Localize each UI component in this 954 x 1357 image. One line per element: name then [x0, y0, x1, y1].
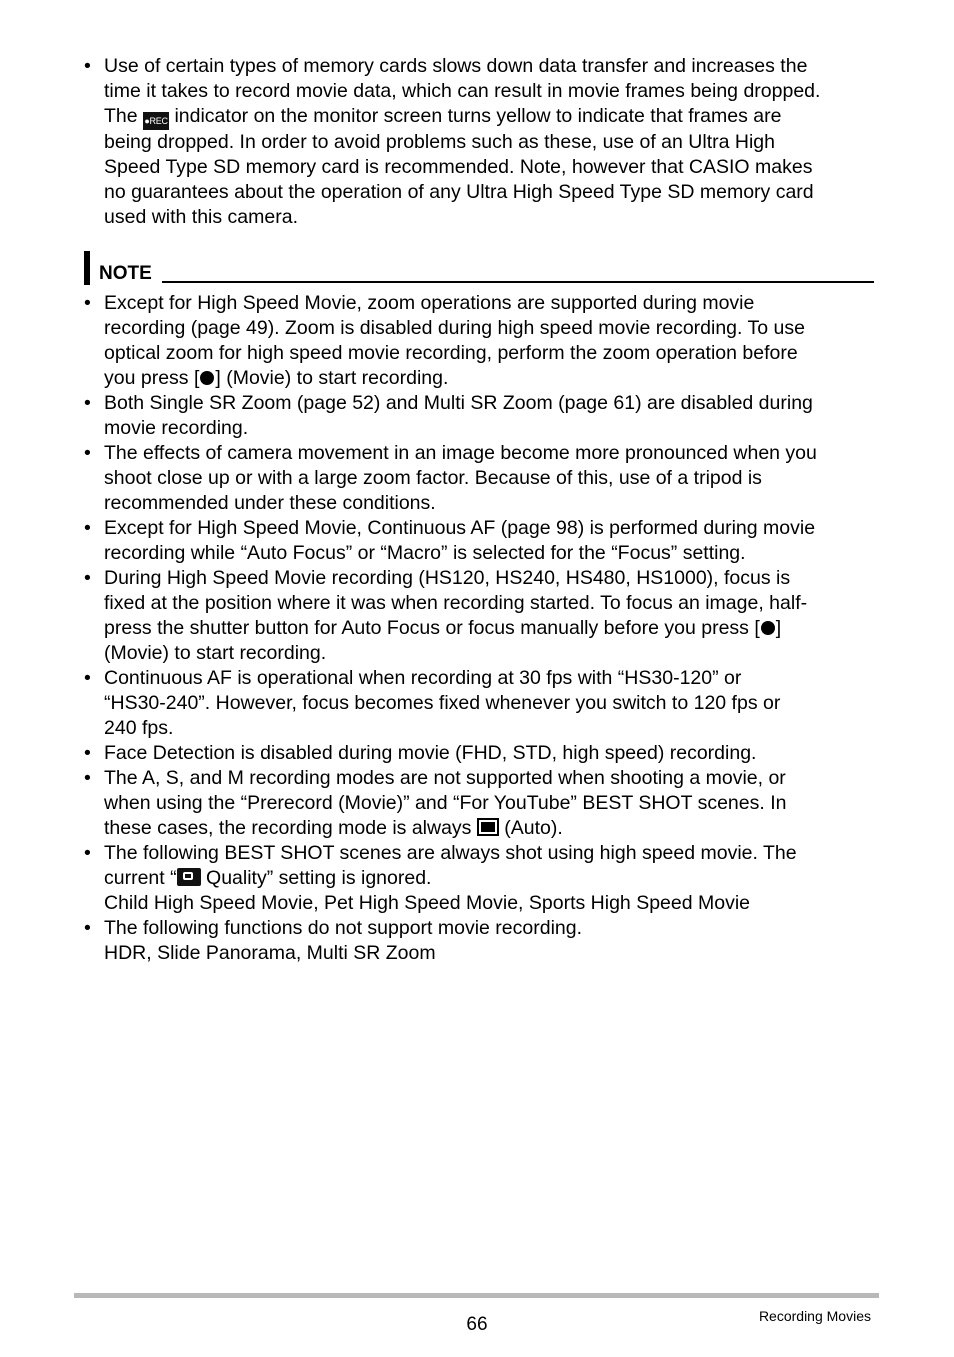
text-segment: press the shutter button for Auto Focus or focus manually before you press [ — [104, 617, 760, 639]
note-rule — [162, 281, 874, 283]
list-item — [84, 516, 874, 566]
text-line: (Movie) to start recording. — [104, 642, 327, 664]
text-line: recording while “Auto Focus” or “Macro” is selected for the “Focus” setting. — [104, 542, 746, 564]
auto-mode-icon — [477, 818, 499, 836]
bullet-mark: • — [84, 517, 91, 539]
text-line: fixed at the position where it was when recording started. To focus an image, half- — [104, 592, 808, 614]
text-line: HDR, Slide Panorama, Multi SR Zoom — [104, 942, 436, 964]
text-segment: ] (Movie) to start recording. — [215, 367, 449, 389]
note-bar — [84, 251, 90, 285]
footer-rule — [74, 1293, 879, 1298]
text-line: Speed Type SD memory card is recommended. Note, however that CASIO makes — [104, 156, 813, 178]
text-line: time it takes to record movie data, which can result in movie frames being dropped. — [104, 80, 821, 102]
text-line: optical zoom for high speed movie recording, perform the zoom operation before — [104, 342, 798, 364]
list-item — [84, 916, 874, 966]
section-name: Recording Movies — [758, 1308, 871, 1324]
list-item — [84, 741, 874, 766]
bullet-mark: • — [84, 917, 91, 939]
bullet-mark: • — [84, 55, 91, 77]
text-line: Continuous AF is operational when recording at 30 fps with “HS30-120” or — [104, 667, 742, 689]
text-segment: The — [104, 105, 144, 127]
text-line: Face Detection is disabled during movie (FHD, STD, high speed) recording. — [104, 742, 757, 764]
bullet-mark: • — [84, 567, 91, 589]
text-line: no guarantees about the operation of any Ultra High Speed Type SD memory card — [104, 181, 814, 203]
text-line: Except for High Speed Movie, Continuous AF (page 98) is performed during movie — [104, 517, 816, 539]
bullet-mark: • — [84, 442, 91, 464]
text-segment: (Auto). — [498, 817, 563, 839]
text-line: used with this camera. — [104, 206, 299, 228]
text-segment: Quality” setting is ignored. — [200, 867, 432, 889]
text-line: recording (page 49). Zoom is disabled during high speed movie recording. To use — [104, 317, 805, 339]
page-number: 66 — [466, 1314, 488, 1335]
list-item — [84, 441, 874, 516]
text-line: Use of certain types of memory cards slows down data transfer and increases the — [104, 55, 808, 77]
text-line: Except for High Speed Movie, zoom operations are supported during movie — [104, 292, 755, 314]
list-item — [84, 54, 874, 230]
movie-quality-icon — [177, 868, 201, 886]
note-heading — [84, 251, 874, 285]
text-line: The following BEST SHOT scenes are always shot using high speed movie. The — [104, 842, 797, 864]
bullet-mark: • — [84, 842, 91, 864]
text-line: 240 fps. — [104, 717, 174, 739]
text-segment: these cases, the recording mode is always — [104, 817, 477, 839]
text-segment: indicator on the monitor screen turns yellow to indicate that frames are — [169, 105, 782, 127]
text-line — [104, 104, 874, 130]
bullet-mark: • — [84, 667, 91, 689]
text-line: when using the “Prerecord (Movie)” and “For YouTube” BEST SHOT scenes. In — [104, 792, 787, 814]
text-line: Both Single SR Zoom (page 52) and Multi SR Zoom (page 61) are disabled during — [104, 392, 813, 414]
text-line: The following functions do not support movie recording. — [104, 917, 583, 939]
text-segment: current “ — [104, 867, 177, 889]
text-segment: you press [ — [104, 367, 200, 389]
text-line: being dropped. In order to avoid problems such as these, use of an Ultra High — [104, 131, 775, 153]
bullet-mark: • — [84, 392, 91, 414]
text-segment: ] — [775, 617, 782, 639]
text-line: The A, S, and M recording modes are not supported when shooting a movie, or — [104, 767, 786, 789]
text-line — [104, 816, 874, 841]
list-item — [84, 566, 874, 666]
movie-button-icon — [200, 371, 214, 385]
text-line: shoot close up or with a large zoom factor. Because of this, use of a tripod is — [104, 467, 762, 489]
text-line — [104, 366, 874, 391]
movie-button-icon — [761, 621, 775, 635]
text-line: Child High Speed Movie, Pet High Speed Movie, Sports High Speed Movie — [104, 892, 751, 914]
text-line: The effects of camera movement in an image become more pronounced when you — [104, 442, 817, 464]
bullet-mark: • — [84, 292, 91, 314]
top-bullet-list — [84, 54, 874, 230]
text-line — [104, 616, 874, 641]
list-item — [84, 291, 874, 391]
text-line — [104, 866, 874, 891]
bullet-mark: • — [84, 742, 91, 764]
note-bullet-list — [84, 291, 874, 966]
list-item — [84, 766, 874, 841]
list-item — [84, 391, 874, 441]
note-label: NOTE — [99, 263, 152, 284]
list-item — [84, 841, 874, 916]
text-line: During High Speed Movie recording (HS120, HS240, HS480, HS1000), focus is — [104, 567, 791, 589]
list-item — [84, 666, 874, 741]
bullet-mark: • — [84, 767, 91, 789]
text-line: recommended under these conditions. — [104, 492, 436, 514]
rec-indicator-icon: ●REC — [143, 112, 169, 130]
text-line: “HS30-240”. However, focus becomes fixed whenever you switch to 120 fps or — [104, 692, 781, 714]
text-line: movie recording. — [104, 417, 249, 439]
